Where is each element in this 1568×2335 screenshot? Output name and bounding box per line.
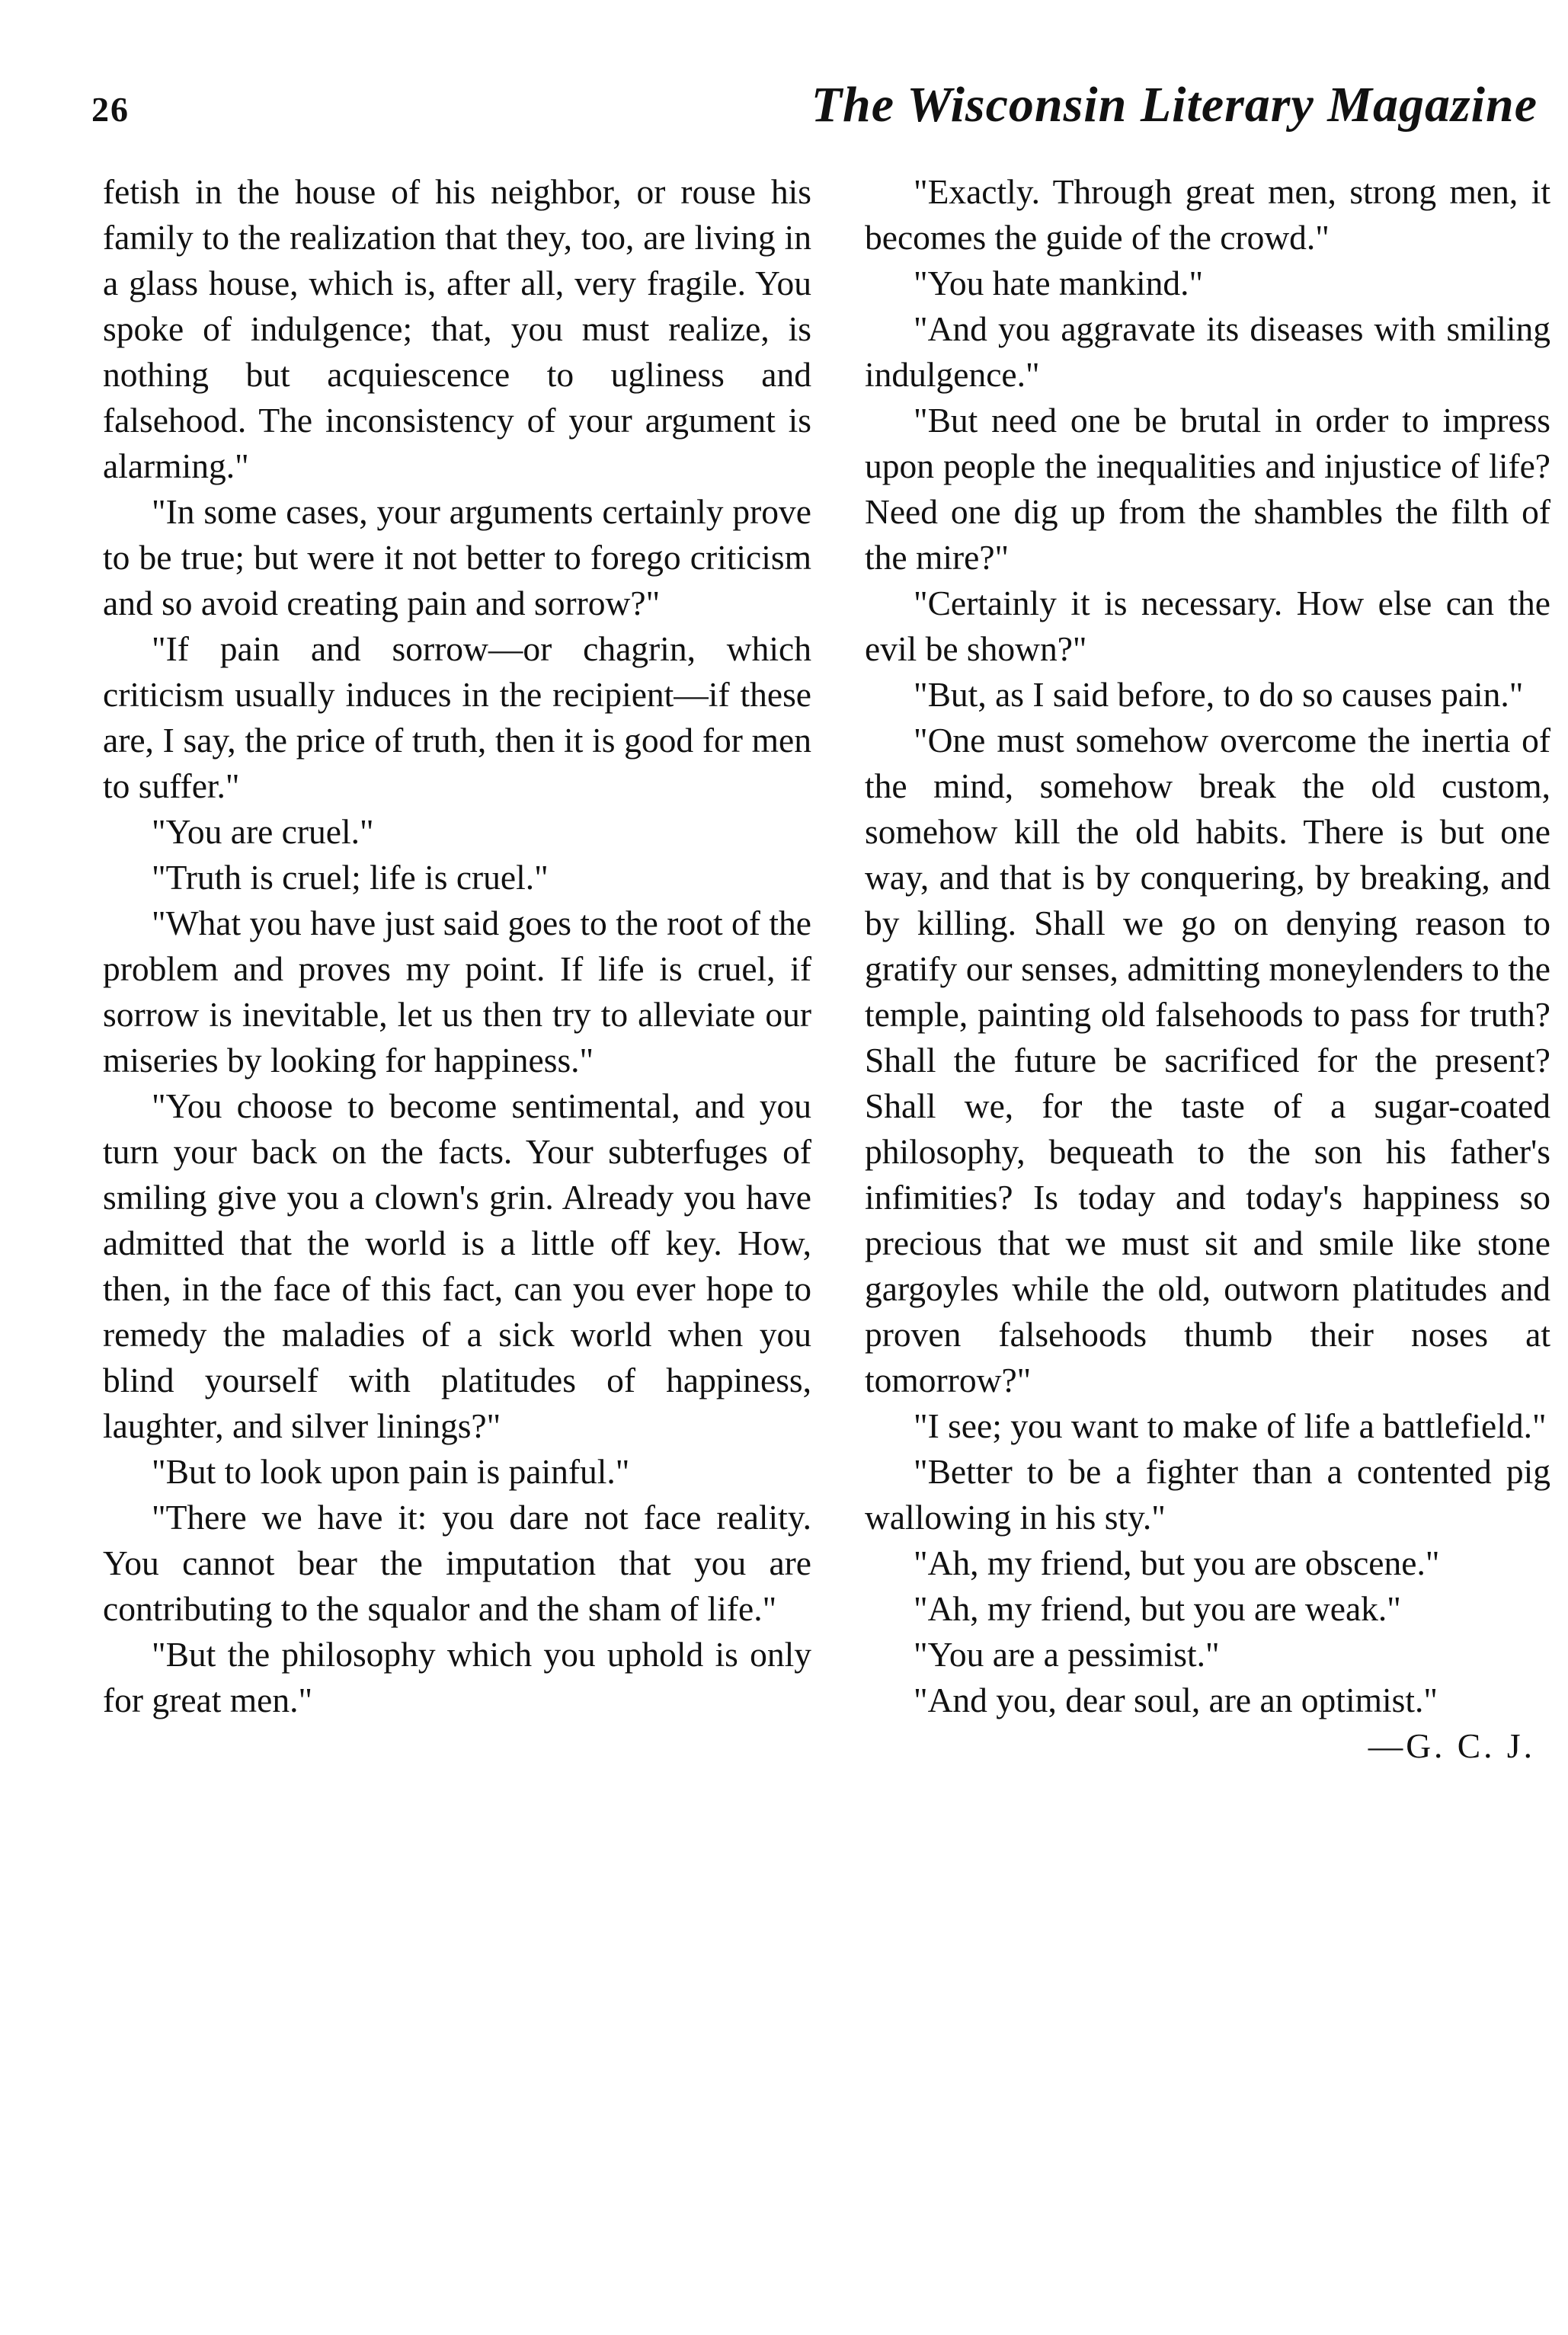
paragraph: "In some cases, your arguments certainly prove to be true; but were it not better to forego criticism and so avoid creating pain and sorrow?" <box>103 492 811 622</box>
left-column <box>103 169 811 1723</box>
paragraph: "You are cruel." <box>152 812 374 851</box>
paragraph: "Exactly. Through great men, strong men, it becomes the guide of the crowd." <box>865 172 1550 257</box>
paragraph: "You choose to become sentimental, and you turn your back on the facts. Your subterfuges of smiling give you a clown's grin. Already you have admitted that the world is a little off key. How, then, in the face of this fact, can you ever hope to remedy the maladies of a sick world when you blind yourself with platitudes of happiness, laughter, and silver linings?" <box>103 1086 811 1445</box>
paragraph: "You hate mankind." <box>914 264 1204 302</box>
paragraph: "And you, dear soul, are an optimist." <box>914 1681 1438 1719</box>
paragraph: "But, as I said before, to do so causes pain." <box>914 675 1524 714</box>
paragraph: fetish in the house of his neighbor, or rouse his family to the realization that they, too, are living in a glass house, which is, after all, very fragile. You spoke of indulgence; that, you must realize, is nothing but acquiescence to ugliness and falsehood. The inconsistency of your argument is alarming." <box>103 172 811 485</box>
paragraph: "There we have it: you dare not face reality. You cannot bear the imputation that you are contributing to the squalor and the sham of life." <box>103 1498 811 1628</box>
paragraph: "Truth is cruel; life is cruel." <box>152 858 549 897</box>
magazine-title: The Wisconsin Literary Magazine <box>811 77 1538 133</box>
paragraph: "But to look upon pain is painful." <box>152 1452 630 1491</box>
author-signature: —G. C. J. <box>1368 1726 1535 1765</box>
paragraph: "You are a pessimist." <box>914 1635 1220 1674</box>
page-number: 26 <box>91 90 130 129</box>
paragraph: "Better to be a fighter than a contented pig wallowing in his sty." <box>865 1452 1550 1537</box>
paragraph: "Certainly it is necessary. How else can the evil be shown?" <box>865 584 1550 668</box>
paragraph: "But the philosophy which you uphold is only for great men." <box>103 1635 811 1719</box>
right-column <box>865 169 1550 1769</box>
page-header <box>91 76 1538 160</box>
paragraph: "If pain and sorrow—or chagrin, which criticism usually induces in the recipient—if these are, I say, the price of truth, then it is good for men to suffer." <box>103 629 811 805</box>
paragraph: "I see; you want to make of life a battlefield." <box>914 1406 1547 1445</box>
paragraph: "Ah, my friend, but you are weak." <box>914 1589 1401 1628</box>
paragraph: "One must somehow overcome the inertia of the mind, somehow break the old custom, somehow kill the old habits. There is but one way, and that is by conquering, by breaking, and by killing. Shall we go on denying reason to gratify our senses, admitting moneylenders to the temple, painting old falsehoods to pass for truth? Shall the future be sacrificed for the present? Shall we, for the taste of a sugar-coated philosophy, bequeath to the son his father's infimities? Is today and today's happiness so precious that we must sit and smile like stone gargoyles while the old, outworn platitudes and proven falsehoods thumb their noses at tomorrow?" <box>865 721 1550 1399</box>
paragraph: "Ah, my friend, but you are obscene." <box>914 1543 1440 1582</box>
paragraph: "What you have just said goes to the root of the problem and proves my point. If life is cruel, if sorrow is inevitable, let us then try to alleviate our miseries by looking for happiness." <box>103 904 811 1080</box>
paragraph: "But need one be brutal in order to impress upon people the inequalities and injustice of life? Need one dig up from the shambles the filth of the mire?" <box>865 401 1550 577</box>
paragraph: "And you aggravate its diseases with smiling indulgence." <box>865 309 1550 394</box>
